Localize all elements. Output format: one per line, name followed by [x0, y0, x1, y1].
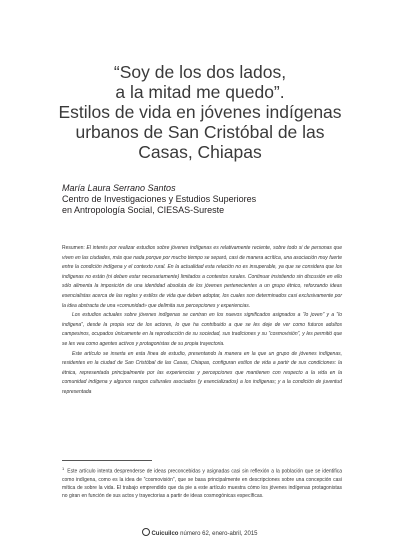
title-line: “Soy de los dos lados,: [113, 62, 287, 82]
footnote-divider: [62, 460, 152, 461]
title-line: Casas, Chiapas: [138, 142, 262, 162]
issue-info: número 62, enero-abril, 2015: [180, 531, 258, 537]
title-line: Estilos de vida en jóvenes indígenas: [58, 102, 342, 122]
title-line: urbanos de San Cristóbal de las: [75, 122, 325, 142]
abstract: [62, 244, 342, 398]
title-line: a la mitad me quedo”.: [115, 82, 285, 102]
page-footer: [40, 528, 360, 537]
author-affiliation: Centro de Investigaciones y Estudios Superiores: [62, 194, 257, 204]
author-block: [62, 183, 362, 216]
abstract-label: Resumen:: [62, 245, 85, 251]
article-title: [40, 62, 360, 162]
author-name: María Laura Serrano Santos: [62, 183, 176, 193]
footnote-text: Este artículo intenta desprenderse de ideas preconcebidas y asignadas casi sin reflexión a la población que se identifica como indígena, como es la idea de “cosmovisión”, que se basa principalmente en descripciones sobre una concepción casi mítica de sobre la vida. El trabajo emprendido que da pie a este artículo muestra cómo los jóvenes indígenas protagonistas no giran en función de sus actos y trayectorias a partir de ideas cosmogónicas específicas.: [62, 468, 342, 499]
journal-logo-icon: [142, 528, 150, 536]
abstract-paragraph: Este artículo se inserta en esta línea de estudio, presentando la manera en la que un grupo de jóvenes indígenas, residentes en la ciudad de San Cristóbal de las Casas, Chiapas, configuran estilos de vida a partir de sus condiciones: la étnica, representada principalmente por las experiencias y percepciones que mantienen con respecto a la vida en la comunidad indígena y algunos rasgos culturales asociados (y esencializados) a los indígenas; y a la condición de juventud representada: [62, 350, 342, 395]
abstract-paragraph: Los estudios actuales sobre jóvenes indígenas se centran en los nuevos significados asignados a “lo joven” y a “lo indígena”, desde la propia voz de los actores, lo que ha contribuido a que se les deje de ver como futuros adultos campesinos, ocupados únicamente en la reproducción de su sociedad, sus tradiciones y su “cosmovisión”, y les permitió que se les vea como agentes activos y protagonistas de su propia trayectoria.: [62, 312, 342, 347]
abstract-paragraph: [62, 244, 342, 311]
footnote: [62, 465, 342, 500]
author-affiliation: en Antropología Social, CIESAS-Sureste: [62, 205, 225, 215]
footnote-marker: 1: [62, 466, 65, 471]
abstract-text: El interés por realizar estudios sobre jóvenes indígenas es relativamente reciente, sobre todo si de personas que viven en las ciudades, más que nada porque por mucho tiempo se separó, casi de manera acrítica, una asociación muy fuerte entre la condición indígena y el contexto rural. En la actualidad esta relación no es insuperable, ya que se considera que los indígenas no están (ni deben estar necesariamente) limitados a contextos rurales. Continuar insistiendo sin discusión en ello sólo alimenta la imposición de una identidad absoluta de los jóvenes pertenecientes a un grupo étnico, reforzando ideas esencialistas acerca de las reglas y estilos de vida que deben adoptar, los cuales son determinados casi exclusivamente por la idea abstracta de una «comunidad» que delimita sus percepciones y experiencias.: [62, 245, 342, 309]
journal-name: Cuicuilco: [151, 531, 179, 537]
